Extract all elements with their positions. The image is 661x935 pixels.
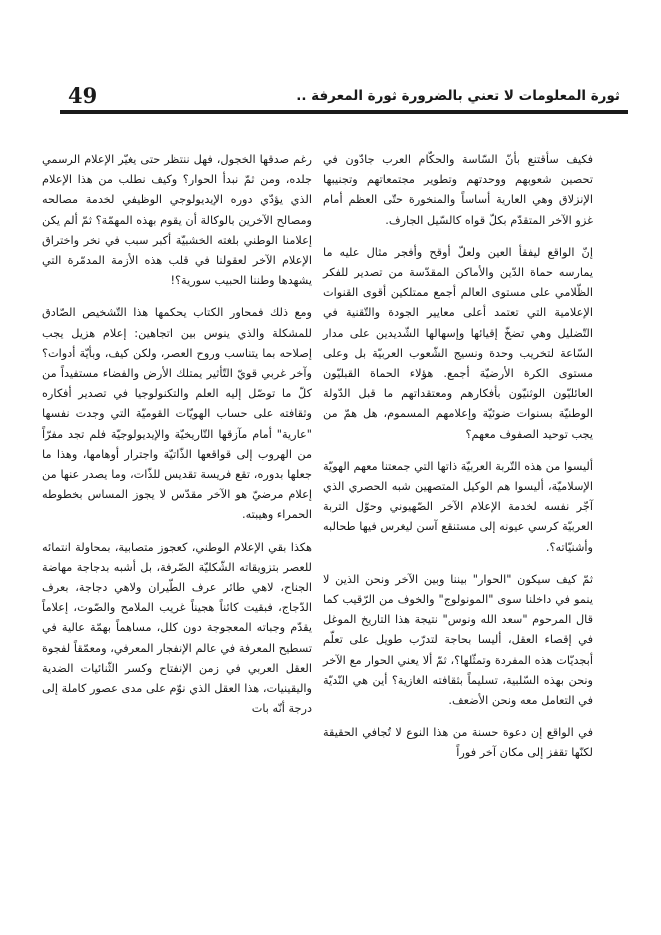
page-number: 49 xyxy=(68,83,98,108)
paragraph: هكذا بقي الإعلام الوطني، كعجوز متصابية، بمحاولة انتمائه للعصر بتزويقاته الشّكليّة الصّرفة، بل أشبه بدجاجة مهاضة الجناح، لاهي طائر عرف الطّيران ولاهي دجاجة، بعرف الدّجاج، فبقيت كائناً هجيناً غريب الملامح والصّوت، إعلاماً يقدّم وجباته المعجوجة دون كلل، مساهماً بهمّة عالية في تسطيح المعرفة في عالم الإنفجار المعرفي، ومعمّقاً لفجوة العقل العربي في زمن الإنفتاح وكسر الثّنائيات الضدية واليقينيات، هذا العقل الذي نوّم على مدى عصور كاملة إلى درجة أنّه بات xyxy=(42,540,312,716)
text-column-right xyxy=(323,150,593,776)
paragraph: ومع ذلك فمحاور الكتاب يحكمها هذا التّشخيص الصّادق للمشكلة والذي ينوس بين اتجاهين: إعلام هزيل يجب إصلاحه بما يتناسب وروح العصر، ولكن كيف، وبأيّة أدوات؟ وآخر غربي قويّ التّأثير يمتلك الأرض والفضاء مستفيداً من كلّ ما توصّل إليه العلم والتكنولوجيا في تصدير أفكاره وثقافته على حساب الهويّات القوميّة التي وجدت نفسها "عارية" أمام مآزقها التّاريخيّة والإيديولوجيّة فلم تجد مفرّاً من الهروب إلى قواقعها الذّاتيّة واجترار أوهامها، وهذا ما جعلها بدوره، تقع فريسة تقديس للذّات، وما يصدر عنها من إعلام مرضيّ هو الآخر مقدّس لا يجوز المساس بخطوطه الحمراء وهيبته. xyxy=(42,306,312,522)
paragraph: أليسوا من هذه التّربة العربيّة ذاتها التي جمعتنا معهم الهويّة الإسلاميّة، أليسوا هم الوكيل المتصهين شبه الحصري الذي آجّر نفسه لخدمة الإعلام الآخر الصّهيوني وحوّل التربة العربيّة كرسي عيونه إلى مستنقع آسن ليغرس فيها طحالبه وأشنيّاته؟. xyxy=(323,459,593,554)
paragraph: في الواقع إن دعوة حسنة من هذا النوع لا تُجافي الحقيقة لكنّها تقفز إلى مكان آخر فوراً xyxy=(323,726,593,760)
page-header xyxy=(28,82,630,112)
running-title: ثورة المعلومات لا تعني بالضرورة ثورة المعرفة .. xyxy=(296,88,620,104)
paragraph: ثمّ كيف سيكون "الحوار" بيننا وبين الآخر ونحن الذين لا ينمو في داخلنا سوى "المونولوج" والخوف من الرّقيب كما قال المرحوم "سعد الله ونوس" نتيجة هذا التاريخ الموغل في إقصاء العقل، أليسا بحاجة لتدرّب طويل على تعلّم أبجديّات هذه المفردة وتمثّلها؟، ثمّ ألا يعني الحوار مع الآخر ونحن بهذه السّلبية، تسليماً بثقافته الغازية؟ أين هي النّديّة في التعامل معه ونحن الأضعف. xyxy=(323,572,593,708)
paragraph: رغم صدقها الخجول، فهل ننتظر حتى يغيّر الإعلام الرسمي جلده، ومن ثمّ نبدأ الحوار؟ وكيف نطلب من هذا الإعلام الذي يؤدّي دوره الإيديولوجي الوظيفي لخدمة مصالحه ومصالح الآخرين بالوكالة أن يقوم بهذه المهمّة؟ ثمّ ألم يكن إعلامنا الوطني بلغته الخشبيّة أكبر سبب في نخر واختراق الإعلام الآخر لعقولنا في قلب هذه الأزمة المدمّرة التي يشهدها وطننا الحبيب سورية؟! xyxy=(42,153,312,288)
paragraph: فكيف سأقتنع بأنّ السّاسة والحكّام العرب جادّون في تحصين شعوبهم ووحدتهم وتطوير مجتمعاتهم وتجنيبها الإنزلاق وهي العارية أساساً والمنخورة حتّى العظم أمام غزو الآخر المتقدّم بكلّ قواه كالسّيل الجارف. xyxy=(323,153,593,227)
text-column-left xyxy=(42,150,312,731)
header-rule xyxy=(60,110,628,114)
paragraph: إنّ الواقع ليفقأ العين ولعلّ أوقح وأفجر مثال عليه ما يمارسه حماة الدّين والأماكن المقدّسة من تصدير للفكر الظّلامي على مستوى العالم أجمع ممتلكين أقوى القنوات الإعلامية التي تعتمد أعلى معايير الجودة والتّقنية في التّضليل وهي تضخّ إقيائها وإسهالها الشّديدين على مدار السّاعة لتخريب وحدة ونسيج الشّعوب العربيّة بل وعلى مستوى الكرة الأرضيّة أجمع. هؤلاء الحماة القبليّون العائليّون الوثنيّون بأفكارهم ومعتقداتهم ما قبل الدّولة الوطنيّة بسنوات ضوئيّة وإعلامهم المسموم، هل همّ من يجب توحيد الصفوف معهم؟ xyxy=(323,245,593,441)
